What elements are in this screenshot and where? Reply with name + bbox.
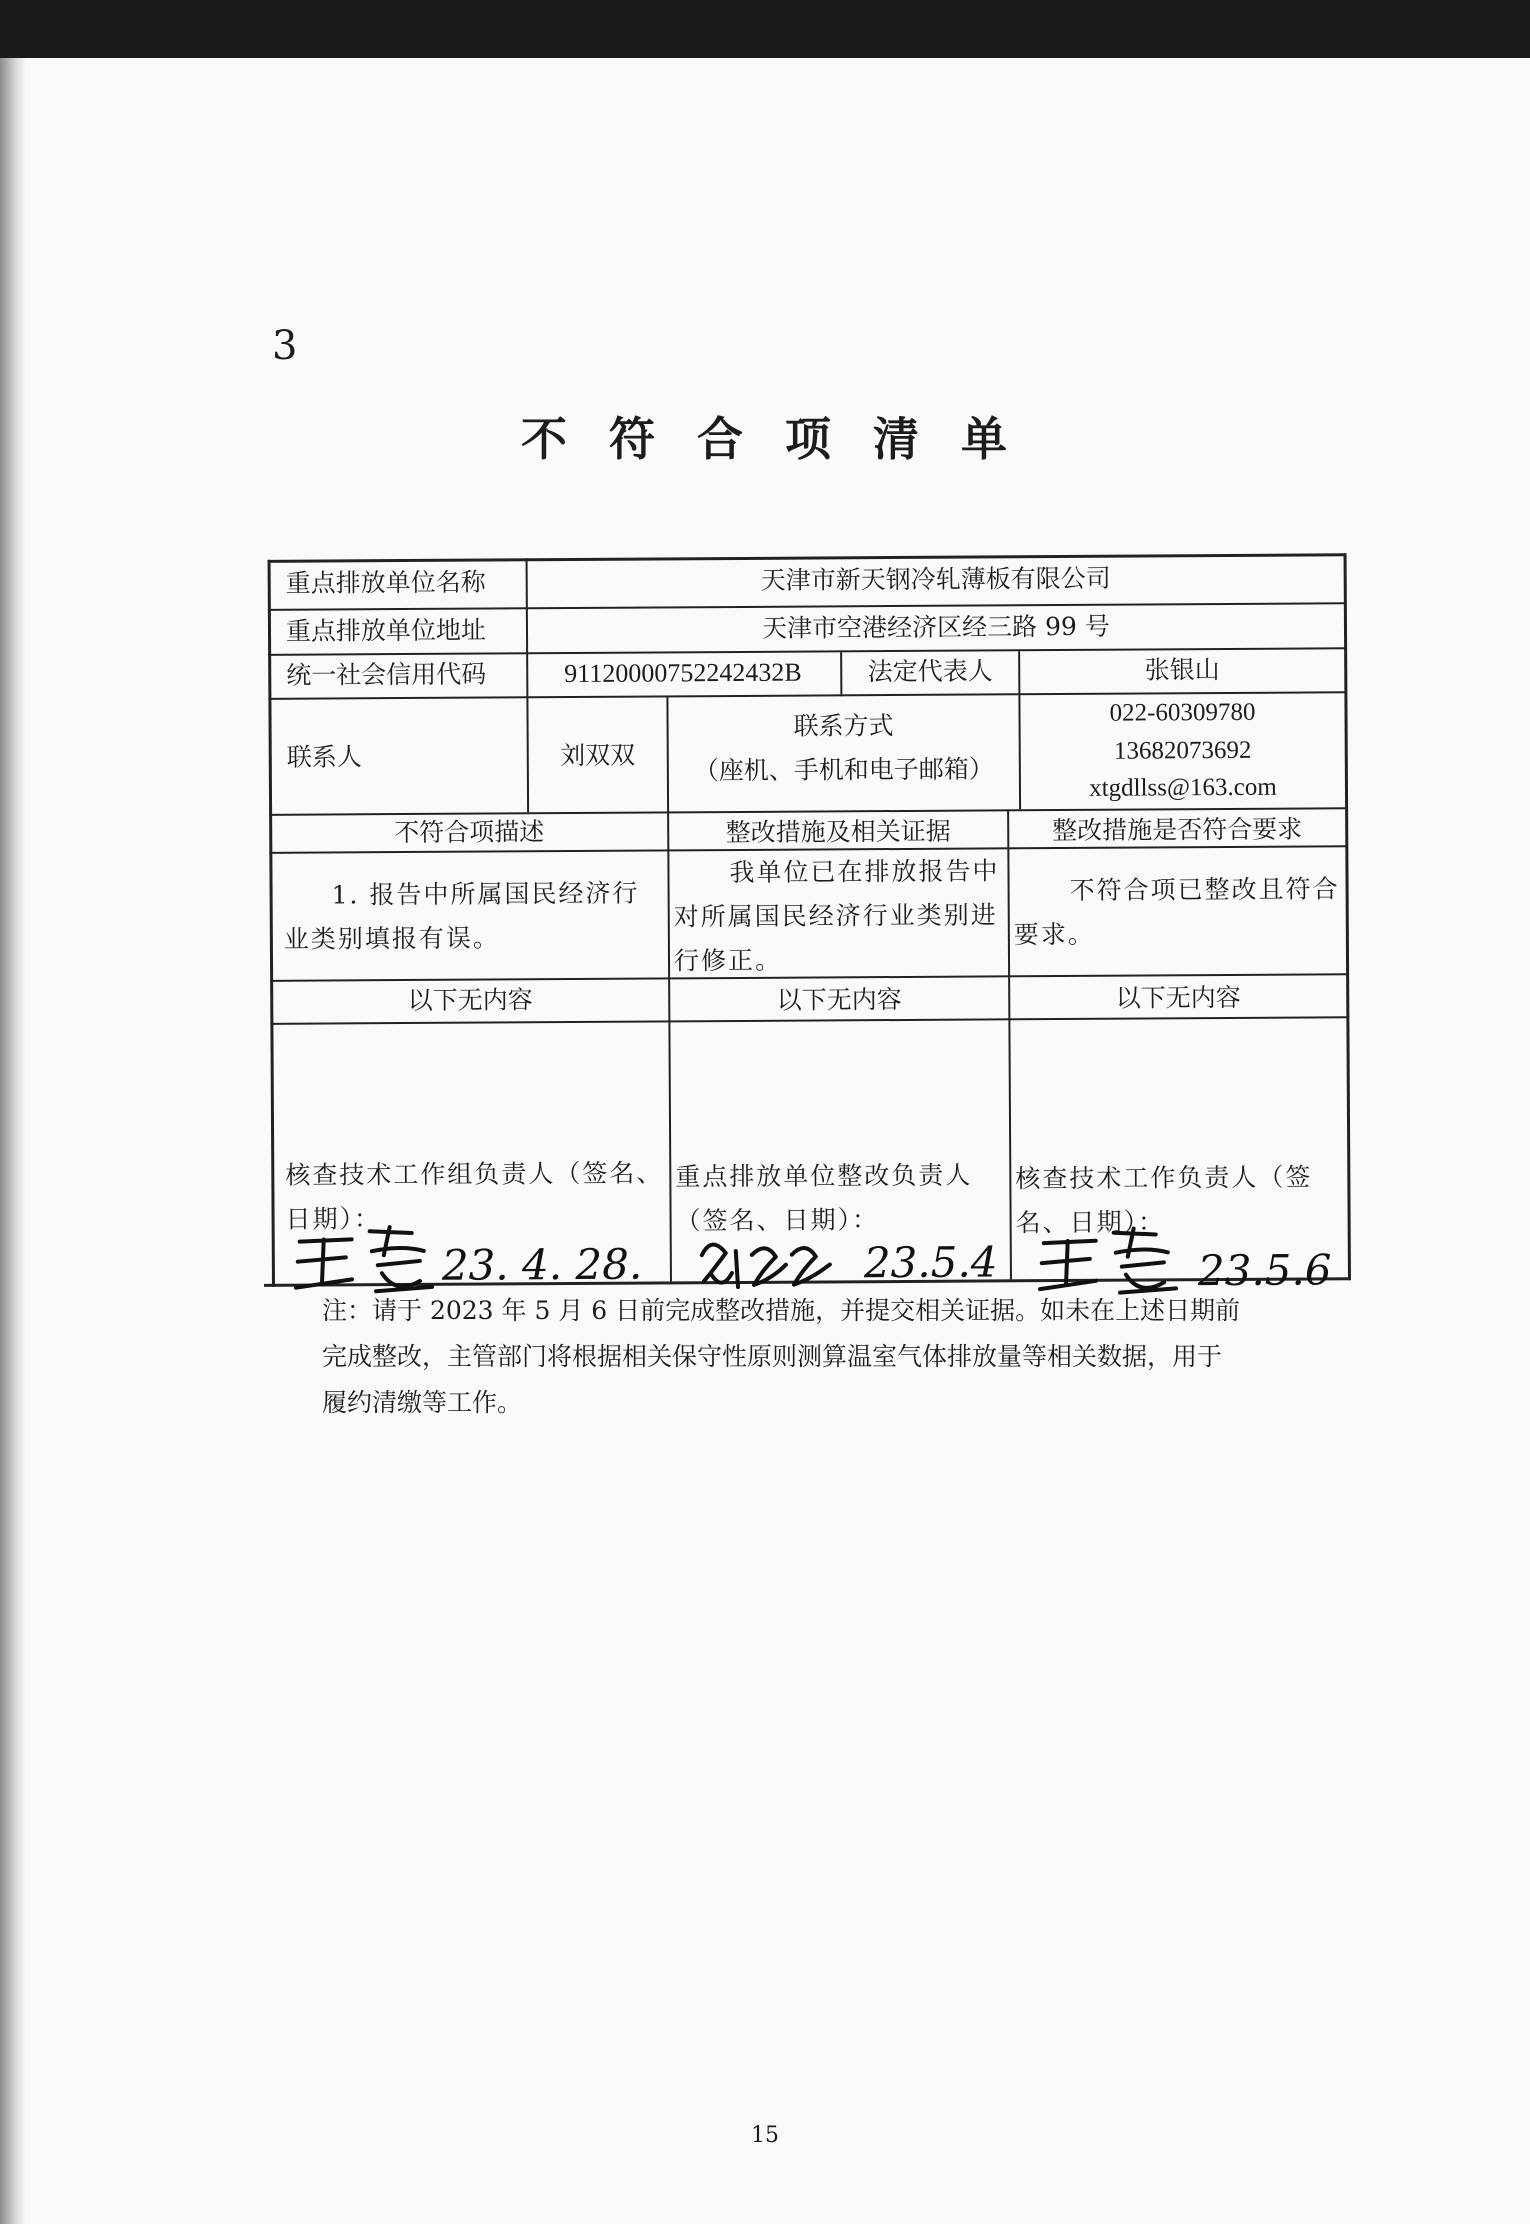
signature-2-date: 23.5.4 — [863, 1237, 998, 1288]
no-more-issue: 以下无内容 — [407, 985, 533, 1016]
col-header-compliant: 整改措施是否符合要求 — [1052, 814, 1303, 846]
unit-name-value: 天津市新天钢冷轧薄板有限公司 — [760, 563, 1111, 595]
signature-1-date: 23. 4. 28. — [441, 1239, 643, 1290]
sign-tech-label: 核查技术工作负责人（签名、日期）： — [1015, 1162, 1313, 1238]
email: xtgdllss@163.com — [1089, 773, 1277, 802]
document-page — [0, 58, 1530, 2224]
page-title: 不符合项清单 — [521, 412, 1049, 466]
no-more-measure: 以下无内容 — [776, 984, 902, 1015]
col-header-measure: 整改措施及相关证据 — [725, 816, 951, 848]
measure-1: 我单位已在排放报告中对所属国民经济行业类别进行修正。 — [673, 856, 1000, 976]
credit-code-value: 91120000752242432B — [564, 657, 802, 689]
signature-3-date: 23.5.6 — [1197, 1245, 1332, 1296]
legal-rep-label: 法定代表人 — [867, 656, 993, 687]
compliant-1: 不符合项已整改且符合要求。 — [1013, 874, 1340, 950]
issue-1: 1. 报告中所属国民经济行业类别填报有误。 — [283, 878, 640, 954]
credit-code-label: 统一社会信用代码 — [286, 659, 487, 690]
unit-name-label: 重点排放单位名称 — [285, 567, 486, 598]
page-number: 15 — [751, 2123, 779, 2148]
sign-unit-label: 重点排放单位整改负责人（签名、日期）： — [675, 1160, 973, 1236]
contact-name: 刘双双 — [560, 740, 636, 771]
contact-method-sub: （座机、手机和电子邮箱） — [693, 754, 994, 786]
unit-address-label: 重点排放单位地址 — [285, 615, 487, 646]
contact-label: 联系人 — [286, 742, 362, 772]
contact-method-label: 联系方式 — [793, 711, 894, 741]
legal-rep-value: 张银山 — [1144, 655, 1220, 685]
landline: 022-60309780 — [1109, 698, 1256, 727]
mobile: 13682073692 — [1113, 736, 1252, 765]
no-more-compliant: 以下无内容 — [1115, 982, 1241, 1013]
col-header-issue: 不符合项描述 — [394, 817, 545, 848]
section-number: 3 — [272, 323, 298, 369]
sign-tech-group-label: 核查技术工作组负责人（签名、日期）： — [285, 1158, 664, 1234]
nonconformity-form — [0, 54, 1530, 1463]
unit-address-value: 天津市空港经济区经三路 99 号 — [762, 611, 1110, 643]
footnote: 注：请于 2023 年 5 月 6 日前完成整改措施，并提交相关证据。如未在上述日期前完成整改，主管部门将根据相关保守性原则测算温室气体排放量等相关数据，用于履约清缴等工作。 — [322, 1296, 1241, 1417]
